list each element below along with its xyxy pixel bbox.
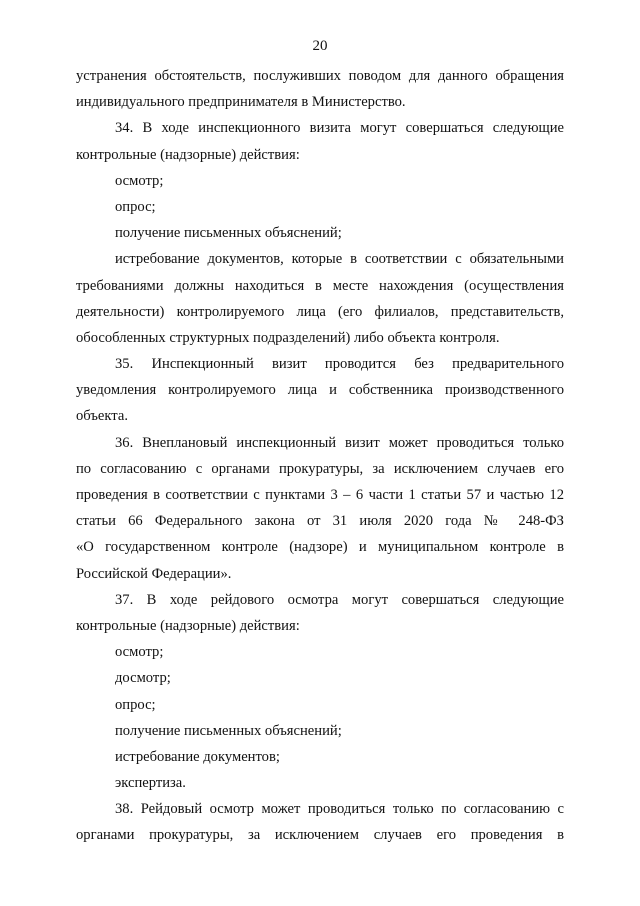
list-item: истребование документов; (115, 748, 280, 765)
text-line: органами прокуратуры, за исключением случаев его проведения в (76, 827, 564, 844)
text-line: обособленных структурных подразделений) либо объекта контроля. (76, 329, 500, 346)
list-item: досмотр; (115, 670, 171, 687)
list-item: экспертиза. (115, 775, 186, 792)
text-line: Российской Федерации». (76, 565, 232, 582)
text-line: объекта. (76, 408, 128, 425)
text-line: 38. Рейдовый осмотр может проводиться только по согласованию с (115, 801, 564, 818)
text-line: по согласованию с органами прокуратуры, за исключением случаев его (76, 460, 564, 477)
text-line: «О государственном контроле (надзоре) и муниципальном контроле в (76, 539, 564, 556)
list-item: осмотр; (115, 172, 164, 189)
text-line: 34. В ходе инспекционного визита могут совершаться следующие (115, 120, 564, 137)
text-line: индивидуального предпринимателя в Министерство. (76, 94, 406, 111)
text-line: требованиями должны находиться в месте нахождения (осуществления (76, 277, 564, 294)
text-line: контрольные (надзорные) действия: (76, 617, 300, 634)
list-item: получение письменных объяснений; (115, 225, 342, 242)
page-number: 20 (312, 38, 328, 54)
text-line: статьи 66 Федерального закона от 31 июля 2020 года № 248-ФЗ (76, 513, 564, 530)
list-item: опрос; (115, 198, 156, 215)
list-item: опрос; (115, 696, 156, 713)
text-line: истребование документов, которые в соответствии с обязательными (115, 251, 564, 268)
text-line: контрольные (надзорные) действия: (76, 146, 300, 163)
list-item: получение письменных объяснений; (115, 722, 342, 739)
text-line: деятельности) контролируемого лица (его филиалов, представительств, (76, 303, 564, 320)
text-line: уведомления контролируемого лица и собственника производственного (76, 382, 564, 399)
text-line: 36. Внеплановый инспекционный визит может проводиться только (115, 434, 564, 451)
text-line: 37. В ходе рейдового осмотра могут совершаться следующие (115, 591, 564, 608)
text-line: проведения в соответствии с пунктами 3 – 6 части 1 статьи 57 и частью 12 (76, 487, 564, 503)
list-item: осмотр; (115, 644, 164, 661)
text-line: устранения обстоятельств, послуживших поводом для данного обращения (76, 68, 564, 84)
document-body (76, 63, 564, 849)
text-line: 35. Инспекционный визит проводится без предварительного (115, 356, 564, 373)
